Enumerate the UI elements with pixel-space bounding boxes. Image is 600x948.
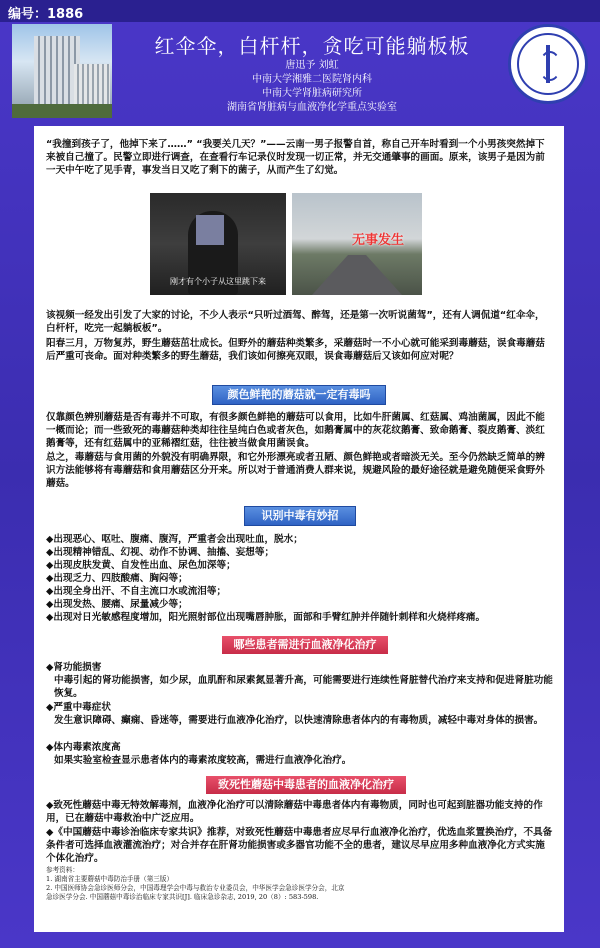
dashcam-person-photo [150, 193, 286, 295]
symptom-item: ◆出现乏力、四肢酸痛、胸闷等； [46, 573, 188, 584]
symptom-item: ◆出现恶心、呕吐、腹痛、腹泻，严重者会出现吐血，脱水； [46, 534, 303, 545]
treatment-item: ◆《中国蘑菇中毒诊治临床专家共识》推荐，对致死性蘑菇中毒患者应尽早行血液净化治疗，优选血浆置换治疗，不具备条件者可选择血液灌流治疗；对合并存在肝肾功能损害或多器官功能不全的患者，建议尽早应用多种血液净化方式实施个体化治疗。 [46, 827, 553, 864]
reference-item: 急诊医学分会. 中国蘑菇中毒诊治临床专家共识[J]. 临床急诊杂志, 2019, 20（8）: 583-598. [46, 893, 319, 901]
discussion-paragraph: 该视频一经发出引发了大家的讨论，不少人表示“只听过酒驾、醉驾，还是第一次听说菌驾”，还有人调侃道“红伞伞，白杆杆，吃完一起躺板板”。 [46, 310, 545, 334]
references [46, 866, 554, 902]
reference-item: 1. 湖南省主要蘑菇中毒防治手册（第三版） [46, 875, 174, 883]
indication-text: 发生意识障碍、癫痫、昏迷等，需要进行血液净化治疗，以快速清除患者体内的有毒物质，减轻中毒对身体的损害。 [54, 715, 544, 726]
photo-watermark: 无事发生 [352, 233, 405, 248]
section-heading-identify: 识别中毒有妙招 [244, 506, 356, 526]
indication-title: ◆严重中毒症状 [46, 702, 111, 713]
dashcam-road-photo [292, 193, 422, 295]
indication-title: ◆肾功能损害 [46, 662, 102, 673]
spring-paragraph: 阳春三月，万物复苏，野生蘑菇茁壮成长。但野外的蘑菇种类繁多，采蘑菇时一不小心就可能采到毒蘑菇，误食毒蘑菇后严重可丧命。面对种类繁多的野生蘑菇，我们该如何擦亮双眼，误食毒蘑菇后又该如何应对呢？ [46, 338, 545, 362]
photo-caption: 刚才有个小子从这里跳下来 [170, 277, 266, 286]
references-label: 参考资料： [46, 866, 79, 874]
affiliation-3: 湖南省肾脏病与血液净化学重点实验室 [227, 102, 397, 113]
symptom-item: ◆出现全身出汗、不自主流口水或流泪等； [46, 586, 227, 597]
content-card [34, 126, 564, 932]
treatment-item: ◆致死性蘑菇中毒无特效解毒剂，血液净化治疗可以清除蘑菇中毒患者体内有毒物质，同时也可起到脏器功能支持的作用，已在蘑菇中毒救治中广泛应用。 [46, 800, 543, 824]
symptom-item: ◆出现发热、腰痛、尿量减少等； [46, 599, 188, 610]
affiliation-2: 中南大学肾脏病研究所 [262, 88, 362, 99]
indication-text: 如果实验室检查显示患者体内的毒素浓度较高，需进行血液净化治疗。 [54, 755, 352, 766]
kidney-institute-logo [508, 24, 588, 104]
symptom-item: ◆出现对日光敏感程度增加，阳光照射部位出现嘴唇肿胀，面部和手臂红肿并伴随针刺样和火烧样疼痛。 [46, 612, 486, 623]
reference-item: 2. 中国医师协会急诊医师分会，中国毒理学会中毒与救治专业委员会，中华医学会急诊医学分会，北京 [46, 884, 345, 892]
section1-body-2: 总之，毒蘑菇与食用菌的外貌没有明确界限，和它外形漂亮或者丑陋、颜色鲜艳或者暗淡无关。至今仍然缺乏简单的辨识方法能够将有毒蘑菇和食用蘑菇区分开来。所以对于普通消费人群来说，规避风险的最好途径就是避免随便采食野外蘑菇。 [46, 452, 545, 489]
serial-bar [0, 0, 600, 22]
intro-paragraph: “我撞到孩子了，他掉下来了……” “我要关几天？”——云南一男子报警自首，称自己开车时看到一个小男孩突然掉下来被自己撞了。民警立即进行调查，在查看行车记录仪时发现一切正常，并无交通肇事的画面。原来，该男子是因为前一天中午吃了见手青，事发当日又吃了剩下的菌子，从而产生了幻觉。 [46, 139, 545, 176]
serial-number: 编号：1886 [8, 7, 84, 22]
symptom-item: ◆出现皮肤发黄、自发性出血、尿色加深等； [46, 560, 236, 571]
section-heading-who-needs: 哪些患者需进行血液净化治疗 [222, 636, 388, 654]
section-heading-fatal-treatment: 致死性蘑菇中毒患者的血液净化治疗 [206, 776, 406, 794]
poster-header [12, 22, 588, 120]
section-heading-colorful: 颜色鲜艳的蘑菇就一定有毒吗 [212, 385, 386, 405]
section1-body-1: 仅靠颜色辨别蘑菇是否有毒并不可取，有很多颜色鲜艳的蘑菇可以食用，比如牛肝菌属、红菇属、鸡油菌属，因此不能一概而论；而一些致死的毒蘑菇种类却往往呈纯白色或者灰色，如鹅膏属中的灰花纹鹅膏、致命鹅膏、裂皮鹅膏、淡红鹅膏等，还有红菇属中的亚稀褶红菇，往往被当做食用菌误食。 [46, 412, 545, 449]
symptom-item: ◆出现精神错乱、幻视、动作不协调、抽搐、妄想等； [46, 547, 275, 558]
affiliation-1: 中南大学湘雅二医院肾内科 [252, 74, 372, 85]
indication-text: 中毒引起的肾功能损害，如少尿，血肌酐和尿素氮显著升高，可能需要进行连续性肾脏替代治疗来支持和促进肾脏功能恢复。 [54, 675, 553, 699]
poster-authors: 唐迅予 刘虹 [285, 60, 339, 71]
hospital-building-photo [12, 24, 112, 118]
indication-title: ◆体内毒素浓度高 [46, 742, 121, 753]
poster-title: 红伞伞，白杆杆，贪吃可能躺板板 [154, 34, 470, 58]
